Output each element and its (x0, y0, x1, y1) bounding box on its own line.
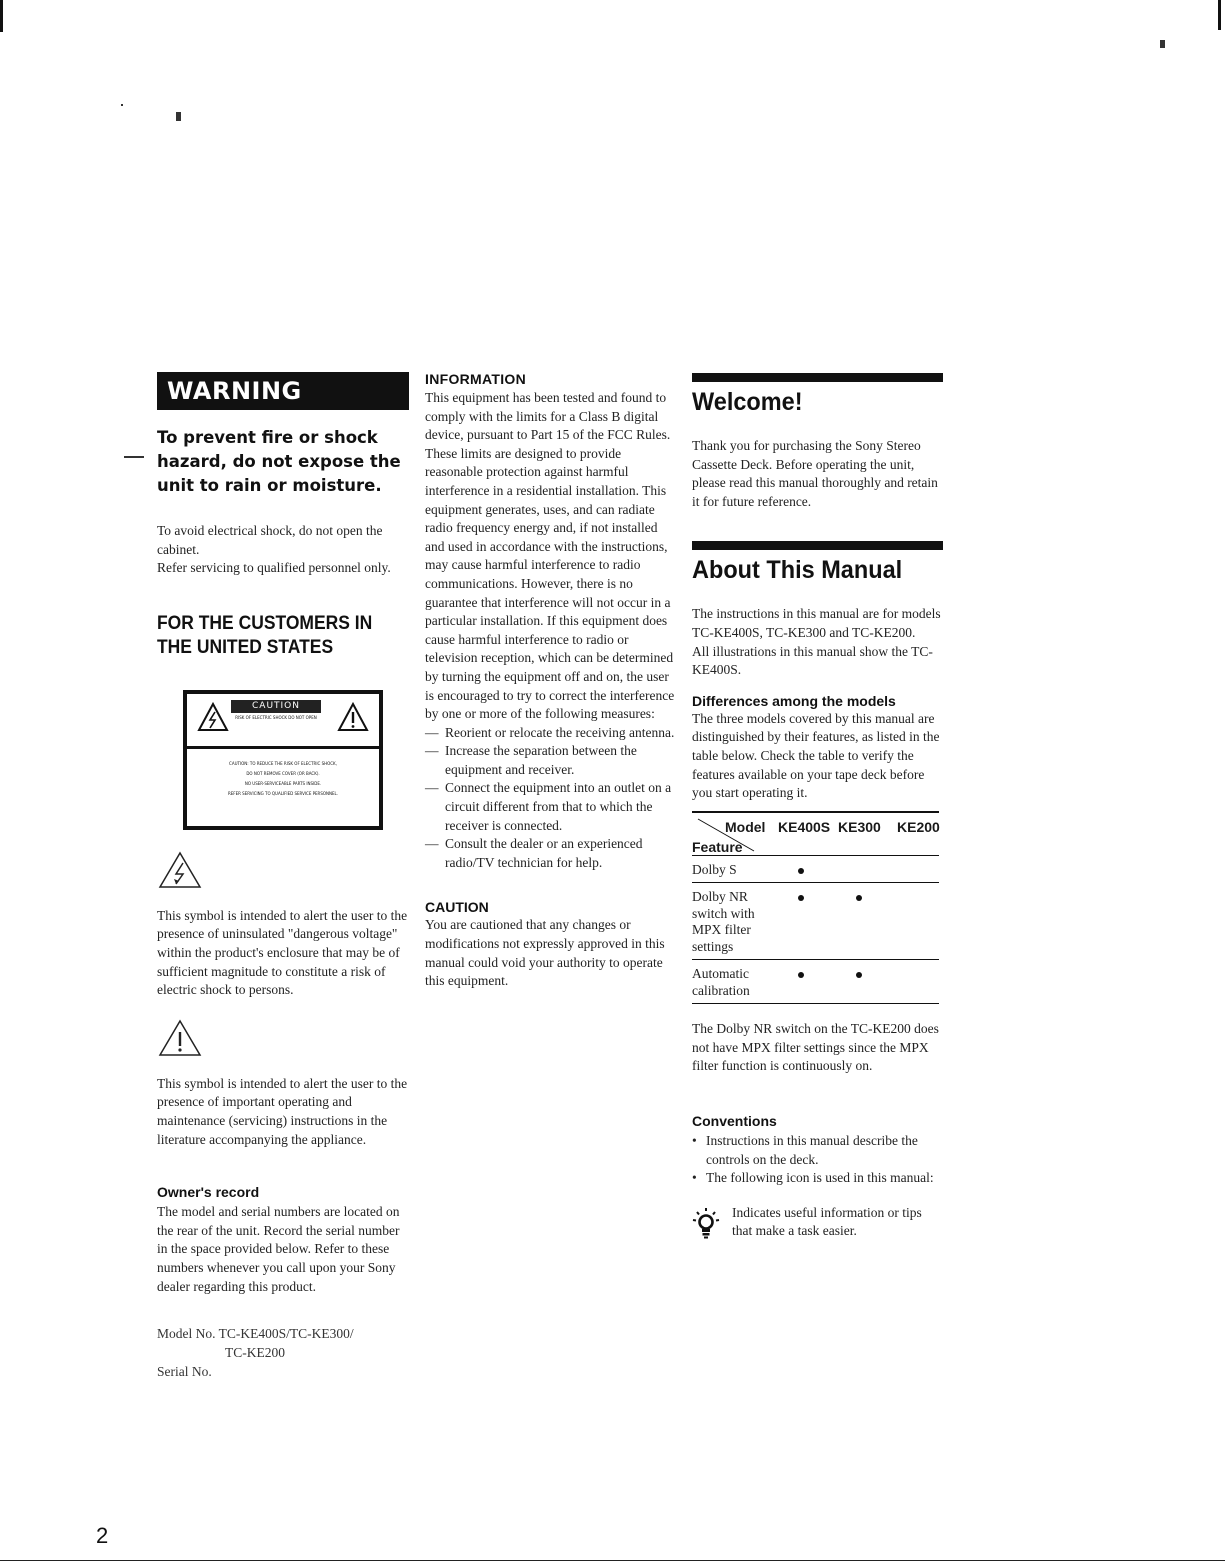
table-header-model: Model (725, 818, 766, 835)
information-paragraph: This equipment has been tested and found to comply with the limits for a Class B digital device, pursuant to Part 15 of the FCC Rules. (425, 390, 671, 443)
model-number-record (157, 1324, 409, 1381)
list-item: • The following icon is used in this manual: (692, 1170, 934, 1186)
exclamation-symbol-description: This symbol is intended to alert the user to the presence of important operating and maintenance (servicing) instructions in the literature accompanying the appliance. (157, 1075, 408, 1147)
information-column (425, 370, 675, 991)
page-edge-mark-left (0, 0, 3, 32)
table-header (692, 813, 939, 856)
table-header-feature: Feature (692, 838, 743, 855)
list-item: • Instructions in this manual describe the controls on the deck. (692, 1133, 918, 1167)
about-paragraph: All illustrations in this manual show the TC-KE400S. (692, 643, 933, 678)
model-features-table (692, 811, 939, 1005)
customers-heading: FOR THE CUSTOMERS IN THE UNITED STATES (157, 612, 373, 658)
about-title: About This Manual (692, 556, 903, 585)
scan-speck (176, 112, 181, 121)
table-row (692, 883, 939, 960)
table-row (692, 960, 939, 1004)
caution-label-line: CAUTION: TO REDUCE THE RISK OF ELECTRIC SHOCK, (229, 760, 337, 766)
feature-name: Dolby NR switch with MPX filter settings (692, 889, 755, 954)
owners-record-heading: Owner's record (157, 1184, 260, 1201)
caution-paragraph: You are cautioned that any changes or modifications not expressly approved in this manual could void your authority to operate this equipment. (425, 917, 665, 989)
model-number-line: TC-KE200 (225, 1345, 285, 1361)
information-paragraph: These limits are designed to provide reasonable protection against harmful interference in a residential installation. This equipment generates, uses, and can radiate radio frequency energy and, if not installed and used in accordance with the instructions, may cause harmful interference to radio communications. However, there is no guarantee that interference will not occur in a particular installation. If this equipment does cause harmful interference to radio or television reception, which can be determined by turning the equipment off and on, the user is encouraged to try to correct the interference by one or more of the following measures: (425, 445, 675, 722)
warning-paragraph: Refer servicing to qualified personnel only. (157, 560, 391, 576)
lightning-triangle-icon (197, 702, 229, 732)
table-column-header: KE300 (838, 818, 881, 835)
exclamation-triangle-icon (337, 702, 369, 732)
page-number: 2 (96, 1523, 109, 1548)
exclamation-triangle-icon (157, 1018, 203, 1058)
information-heading: INFORMATION (425, 371, 527, 387)
welcome-paragraph: Thank you for purchasing the Sony Stereo Cassette Deck. Before operating the unit, please read this manual thoroughly and retain it for future reference. (692, 438, 938, 509)
page-bottom-rule (0, 1560, 1225, 1561)
caution-label-illustration (183, 690, 383, 830)
serial-number-line: Serial No. (157, 1364, 212, 1380)
caution-label-line: NO USER-SERVICEABLE PARTS INSIDE. (244, 780, 322, 786)
conventions-list (692, 1132, 944, 1188)
margin-dash-mark (124, 456, 144, 458)
differences-heading: Differences among the models (692, 692, 896, 709)
page-edge-mark-right (1218, 0, 1221, 30)
table-column-header: KE200 (897, 818, 940, 835)
measure-text: Connect the equipment into an outlet on a circuit different from that to which the receiver is connected. (445, 780, 672, 833)
measure-text: Consult the dealer or an experienced radio/TV technician for help. (445, 836, 643, 870)
warning-label: WARNING (157, 372, 409, 410)
list-item: — Connect the equipment into an outlet on a circuit different from that to which the receiver is connected. (425, 780, 672, 833)
tip-description: Indicates useful information or tips that make a task easier. (732, 1204, 922, 1239)
feature-available-dot (798, 895, 804, 901)
manual-intro-column (692, 373, 944, 1245)
feature-available-dot (798, 972, 804, 978)
list-item: — Consult the dealer or an experienced radio/TV technician for help. (425, 836, 643, 870)
feature-available-dot (798, 868, 804, 874)
dolby-note: The Dolby NR switch on the TC-KE200 does not have MPX filter settings since the MPX filter function is continuously on. (692, 1021, 939, 1074)
caution-heading: CAUTION (425, 899, 489, 916)
warning-column (157, 372, 409, 1381)
table-column-header: KE400S (778, 818, 831, 835)
table-row (692, 856, 939, 884)
warning-heading: To prevent fire or shock hazard, do not expose the unit to rain or moisture. (157, 428, 401, 495)
lightbulb-icon (692, 1206, 720, 1240)
lightning-triangle-icon (157, 850, 203, 890)
section-rule (692, 373, 943, 382)
list-item: — Reorient or relocate the receiving antenna. (425, 724, 675, 740)
scan-speck (121, 104, 123, 106)
feature-available-dot (856, 972, 862, 978)
convention-text: Instructions in this manual describe the controls on the deck. (706, 1133, 918, 1167)
model-number-line: Model No. TC-KE400S/TC-KE300/ (157, 1326, 354, 1342)
caution-label-line: DO NOT REMOVE COVER (OR BACK). (246, 770, 320, 776)
caution-label-subtitle: RISK OF ELECTRIC SHOCK DO NOT OPEN (235, 714, 317, 720)
list-item: — Increase the separation between the equipment and receiver. (425, 743, 637, 777)
measure-text: Increase the separation between the equipment and receiver. (445, 743, 637, 777)
differences-paragraph: The three models covered by this manual are distinguished by their features, as listed in the table below. Check the table to verify the features available on your tape deck before you start operating it. (692, 710, 940, 801)
welcome-title: Welcome! (692, 388, 803, 416)
feature-name: Automatic calibration (692, 966, 750, 998)
caution-label-text (187, 749, 379, 799)
section-rule (692, 541, 943, 550)
conventions-heading: Conventions (692, 1113, 777, 1129)
feature-available-dot (856, 895, 862, 901)
caution-label-title: CAUTION (231, 700, 321, 713)
lightning-symbol-description: This symbol is intended to alert the user to the presence of uninsulated "dangerous voltage" within the product's enclosure that may be of sufficient magnitude to constitute a risk of electric shock to persons. (157, 907, 408, 998)
feature-name: Dolby S (692, 861, 737, 877)
caution-label-line: REFER SERVICING TO QUALIFIED SERVICE PERSONNEL. (227, 790, 339, 796)
owners-record-text: The model and serial numbers are located on the rear of the unit. Record the serial number in the space provided below. Refer to these numbers whenever you call upon your Sony dealer regarding this product. (157, 1204, 400, 1294)
warning-paragraph: To avoid electrical shock, do not open the cabinet. (157, 523, 383, 557)
scan-speck (1160, 40, 1165, 48)
convention-text: The following icon is used in this manual: (706, 1170, 934, 1186)
measures-list (425, 724, 675, 873)
tip-legend (692, 1204, 944, 1245)
measure-text: Reorient or relocate the receiving antenna. (445, 724, 675, 740)
about-paragraph: The instructions in this manual are for models TC-KE400S, TC-KE300 and TC-KE200. (692, 606, 941, 640)
